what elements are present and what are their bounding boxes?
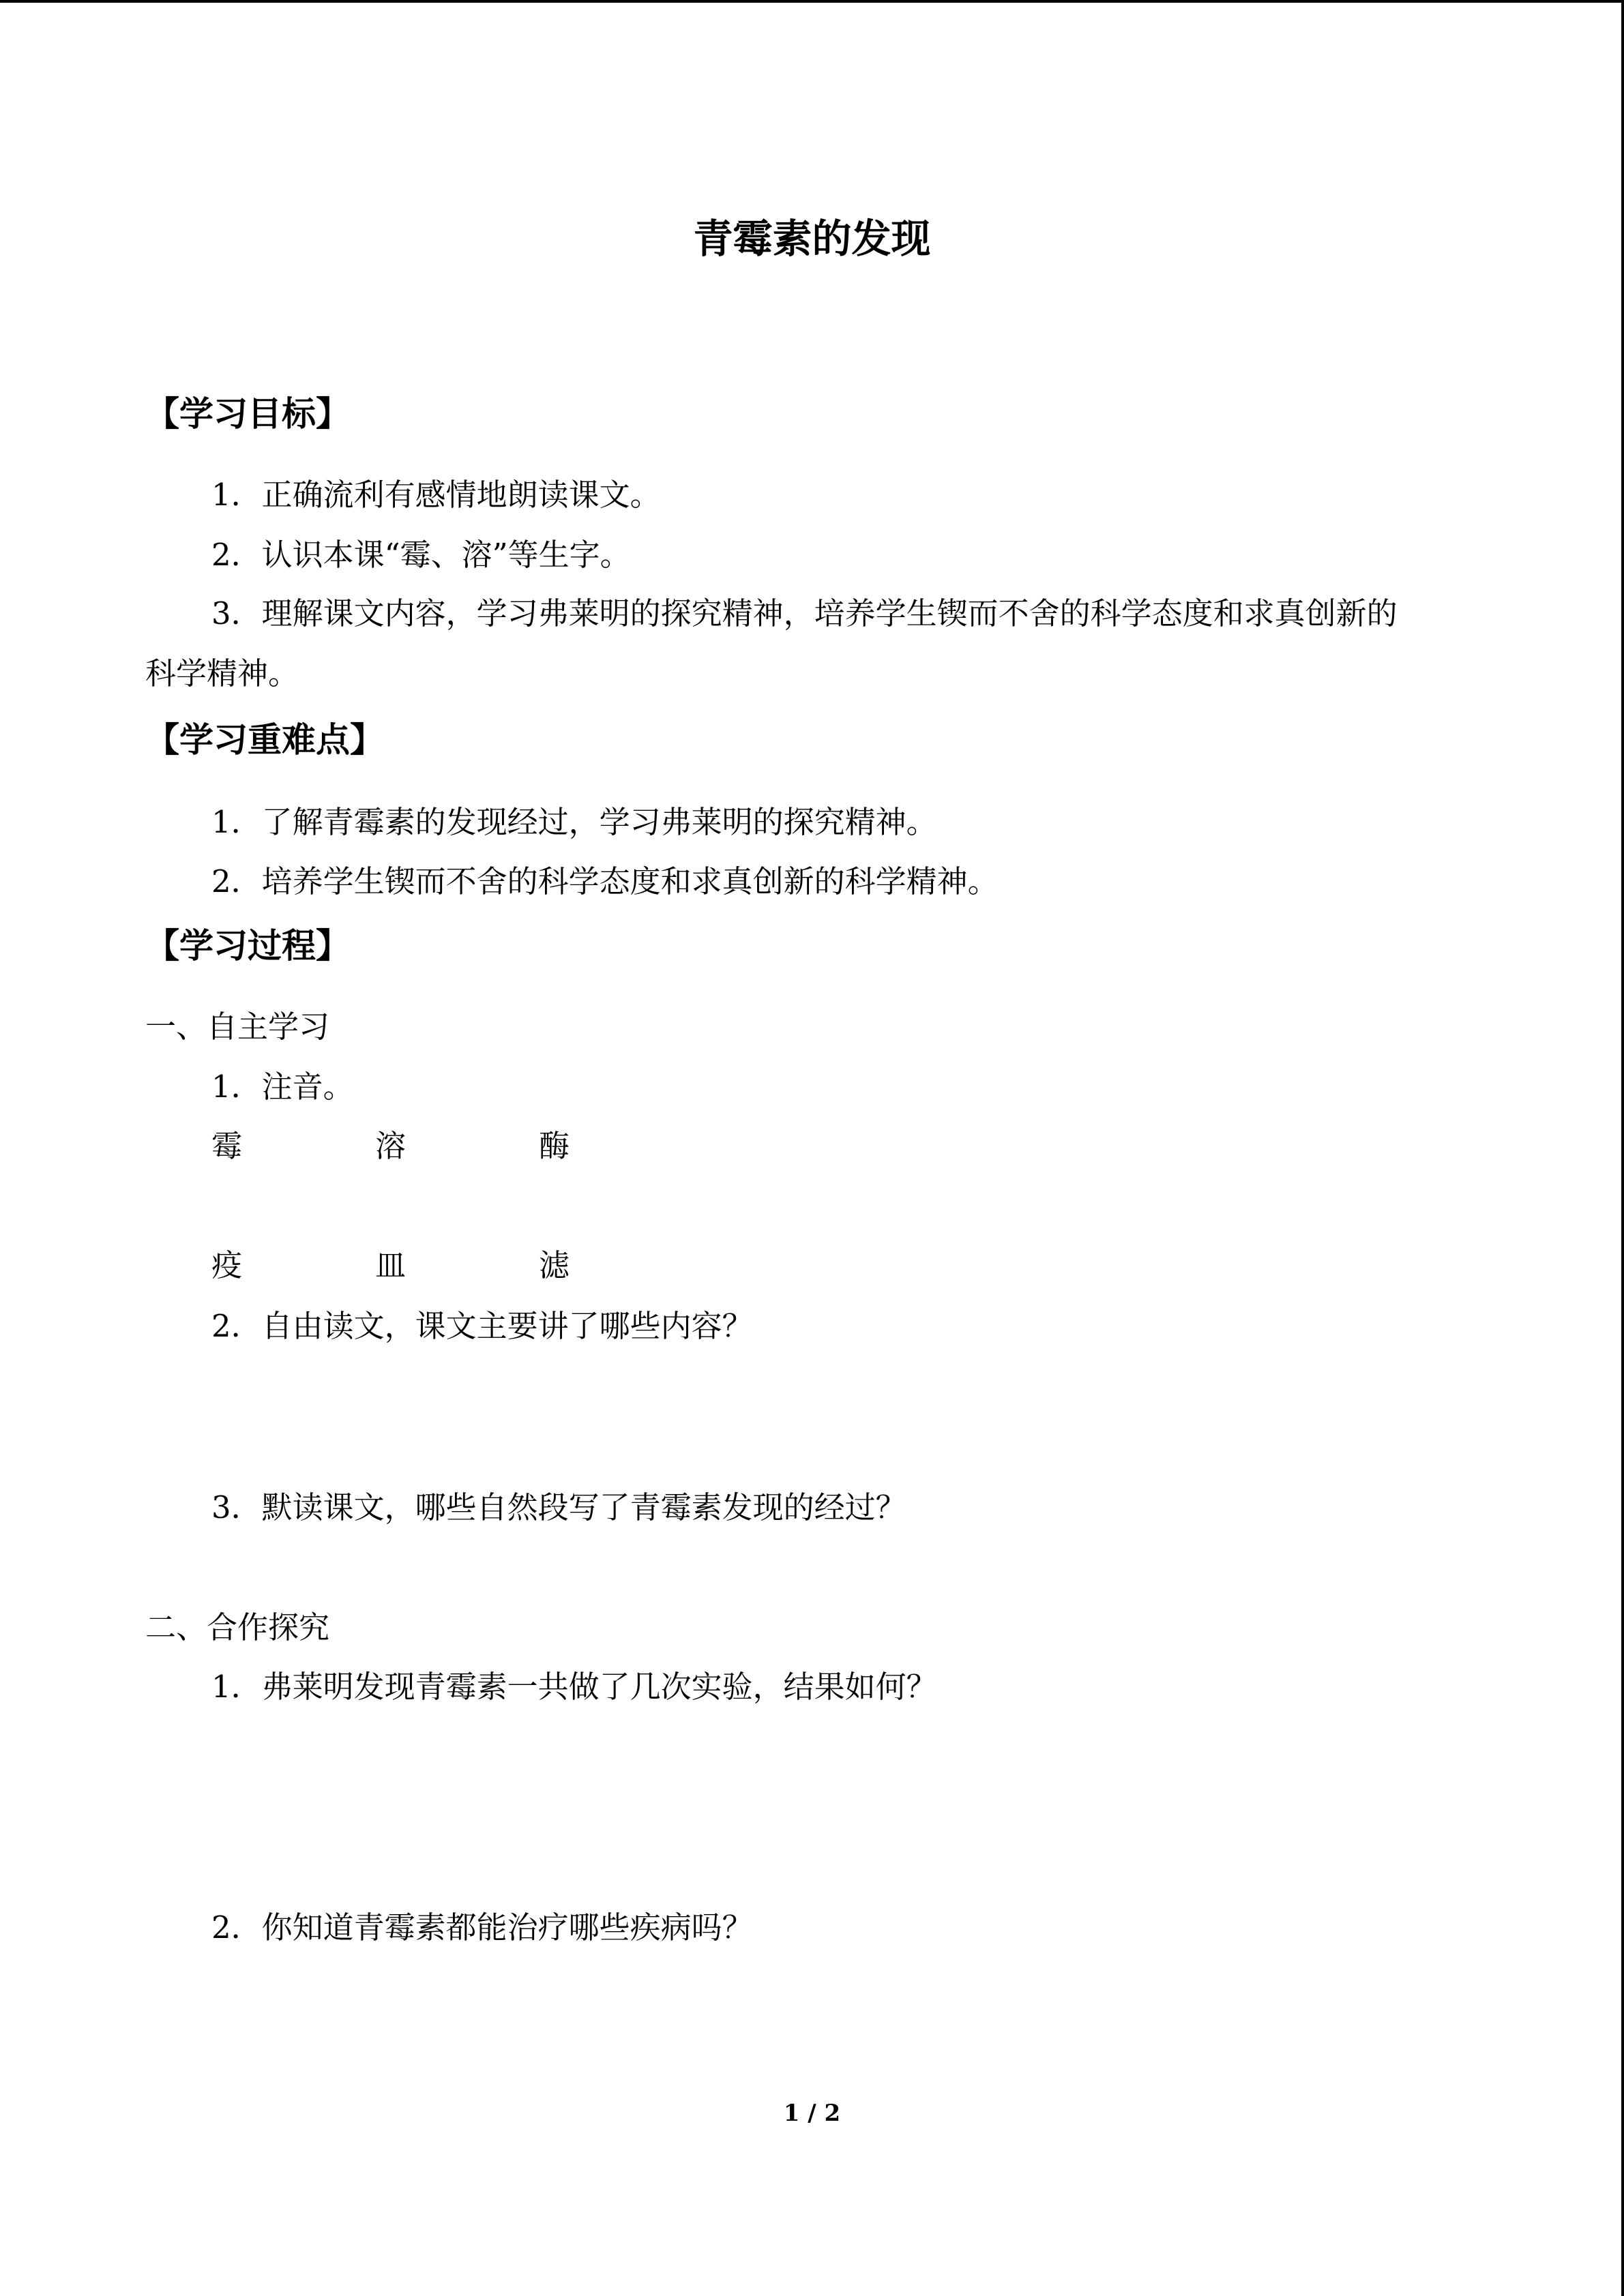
- pinyin-char-row-2: [211, 1244, 703, 1287]
- question-pinyin: 1．注音。: [211, 1069, 354, 1105]
- part-label-cooperative-inquiry: 二、合作探究: [145, 1609, 330, 1645]
- objective-item-2: 2．认识本课“霉、溶”等生字。: [211, 537, 631, 573]
- objective-item-3: 3．理解课文内容，学习弗莱明的探究精神，培养学生锲而不舍的科学态度和求真创新的: [211, 595, 1398, 631]
- part-label-self-study: 一、自主学习: [145, 1009, 330, 1045]
- section-heading-objectives: 【学习目标】: [145, 394, 350, 434]
- pinyin-char: 皿: [375, 1247, 407, 1283]
- section-heading-key-points: 【学习重难点】: [145, 720, 384, 760]
- objective-item-1: 1．正确流利有感情地朗读课文。: [211, 477, 661, 513]
- key-point-item-1: 1．了解青霉素的发现经过，学习弗莱明的探究精神。: [211, 804, 937, 840]
- pinyin-char: 疫: [211, 1247, 243, 1283]
- section-heading-process: 【学习过程】: [145, 926, 350, 966]
- pinyin-char: 霉: [211, 1128, 243, 1164]
- pinyin-char: 滤: [539, 1247, 570, 1283]
- question-main-content: 2．自由读文，课文主要讲了哪些内容？: [211, 1308, 753, 1344]
- question-diseases: 2．你知道青霉素都能治疗哪些疾病吗？: [211, 1909, 753, 1945]
- pinyin-char: 酶: [539, 1128, 570, 1164]
- pinyin-char-row-1: [211, 1125, 703, 1167]
- page-title: 青霉素的发现: [693, 215, 931, 262]
- page-number: 1 / 2: [783, 2100, 841, 2127]
- question-experiments: 1．弗莱明发现青霉素一共做了几次实验，结果如何？: [211, 1669, 937, 1705]
- objective-item-3-continued: 科学精神。: [145, 655, 299, 691]
- pinyin-char: 溶: [375, 1128, 407, 1164]
- question-paragraphs: 3．默读课文，哪些自然段写了青霉素发现的经过？: [211, 1489, 906, 1525]
- key-point-item-2: 2．培养学生锲而不舍的科学态度和求真创新的科学精神。: [211, 863, 999, 899]
